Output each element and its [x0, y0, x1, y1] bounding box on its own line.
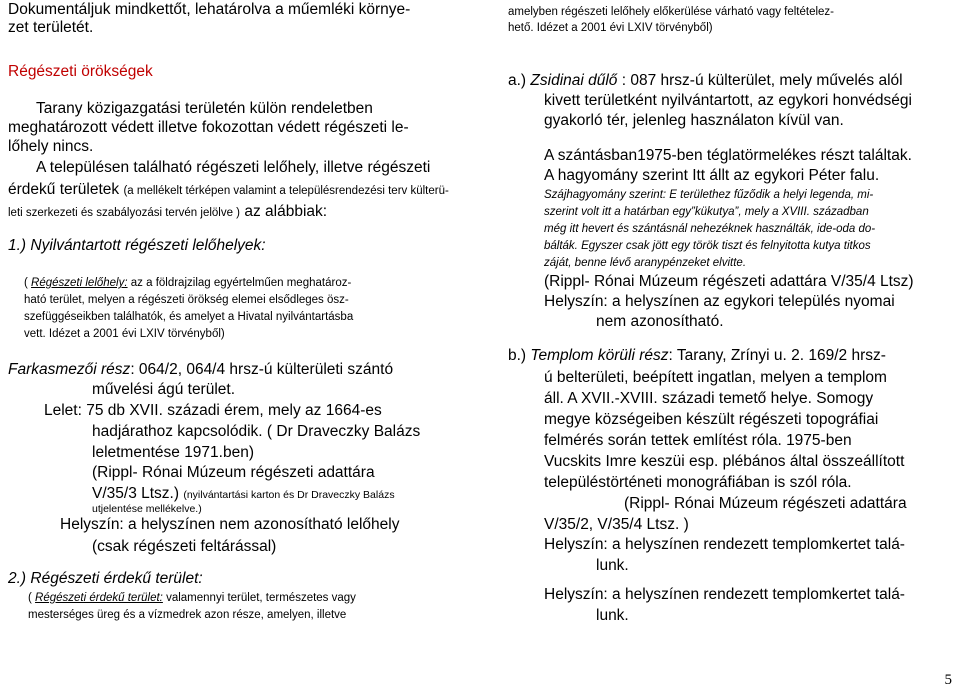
site-name: Farkasmezői rész: [8, 361, 131, 378]
def2-line: [28, 590, 356, 606]
loc-line: (csak régészeti feltárással): [92, 538, 277, 555]
item-a-line: A hagyomány szerint Itt állt az egykori Péter falu.: [544, 167, 880, 184]
find-line: hadjárathoz kapcsolódik. ( Dr Draveczky Balázs: [92, 423, 421, 440]
item-b-ref: V/35/2, V/35/4 Ltsz. ): [544, 516, 689, 533]
item-b-line: településtörténeti monográfiában is szól róla.: [544, 474, 852, 491]
para2-note: (a mellékelt térképen valamint a településrendezési terv külterü-: [123, 185, 449, 197]
item-b-desc: : Tarany, Zrínyi u. 2. 169/2 hrsz-: [668, 347, 886, 364]
item-b-marker: b.): [508, 347, 531, 364]
top-line: hető. Idézet a 2001 évi LXIV törvényből): [508, 22, 713, 34]
para2-line: [8, 202, 327, 222]
para2-line: A településen található régészeti lelőhely, illetve régészeti: [36, 159, 431, 176]
find-line: utjelentése mellékelve.): [92, 503, 202, 515]
item-b-line: Vucskits Imre keszüi esp. plébános által összeállított: [544, 453, 905, 470]
site-desc: : 064/2, 064/4 hrsz-ú külterületi szántó: [130, 361, 394, 378]
para2-text: érdekű területek: [8, 181, 120, 198]
para1-line: Tarany közigazgatási területén külön rendeletben: [36, 100, 373, 117]
def2-term: Régészeti érdekű terület:: [35, 592, 163, 604]
find-line: leletmentése 1971.ben): [92, 444, 255, 461]
item-b-name: Templom körüli rész: [530, 347, 669, 364]
section2-heading: 2.) Régészeti érdekű terület:: [8, 570, 203, 587]
item-b-line: ú belterületi, beépített ingatlan, melyen a templom: [544, 369, 887, 386]
tradition-line: bálták. Egyszer csak jött egy török tiszt és felnyitotta kutya titkos: [544, 240, 871, 252]
intro-line: Dokumentáljuk mindkettőt, lehatárolva a műemléki környe-: [8, 1, 411, 18]
para2-line: [8, 180, 449, 200]
para2-note: leti szerkezeti és szabályozási tervén jelölve ): [8, 207, 241, 219]
section1-heading: 1.) Nyilvántartott régészeti lelőhelyek:: [8, 237, 266, 254]
tradition-line: még itt hevert és szántásnál nehezéknek használták, ide-oda do-: [544, 223, 876, 235]
top-line: amelyben régészeti lelőhely előkerülése várható vagy feltételez-: [508, 6, 835, 18]
item-b-loc: lunk.: [596, 607, 629, 624]
item-a-line: A szántásban1975-ben téglatörmelékes részt találtak.: [544, 147, 912, 164]
heading-heritage: Régészeti örökségek: [8, 63, 153, 80]
tradition-line: záját, benne lévő aranypénzeket elvitte.: [544, 257, 747, 269]
para1-line: lőhely nincs.: [8, 138, 94, 155]
item-a-loc: nem azonosítható.: [596, 313, 724, 330]
def2-text: valamennyi terület, természetes vagy: [162, 592, 356, 604]
item-b-line: [508, 346, 886, 366]
item-a-loc: Helyszín: a helyszínen az egykori település nyomai: [544, 293, 895, 310]
def1-line: [24, 275, 351, 291]
item-b-ref: (Rippl- Rónai Múzeum régészeti adattára: [624, 495, 907, 512]
item-b-loc: Helyszín: a helyszínen rendezett templomkertet talá-: [544, 536, 905, 553]
def1-line: vett. Idézet a 2001 évi LXIV törvényből): [24, 328, 225, 340]
item-a-line: kivett területként nyilvántartott, az egykori honvédségi: [544, 92, 912, 109]
page-number: 5: [944, 672, 952, 688]
def2-line: mesterséges üreg és a vízmedrek azon része, amelyen, illetve: [28, 609, 347, 621]
find-line: [92, 484, 395, 504]
item-a-line: gyakorló tér, jelenleg használaton kívül van.: [544, 112, 844, 129]
item-b-line: megye községeiben készült régészeti topográfiai: [544, 411, 879, 428]
item-b-line: áll. A XVII.-XVIII. századi temető helye. Somogy: [544, 390, 874, 407]
tradition-line: szerint volt itt a határban egy”kükutya”, mely a XVIII. században: [544, 206, 869, 218]
site-line: [8, 360, 393, 380]
find-note: (nyilvántartási karton és Dr Draveczky Balázs: [183, 489, 395, 501]
find-line: (Rippl- Rónai Múzeum régészeti adattára: [92, 464, 375, 481]
item-a-marker: a.): [508, 72, 531, 89]
find-line: Lelet: 75 db XVII. századi érem, mely az 1664-es: [44, 402, 382, 419]
def2-open: (: [28, 592, 36, 604]
def1-text: az a földrajzilag egyértelműen meghatároz-: [127, 277, 352, 289]
item-a-name: Zsidinai dűlő: [530, 72, 618, 89]
item-b-line: felmérés során tettek említést róla. 1975-ben: [544, 432, 852, 449]
item-a-desc: : 087 hrsz-ú külterület, mely művelés alól: [617, 72, 903, 89]
tradition-line: Szájhagyomány szerint: E területhez fűződik a helyi legenda, mi-: [544, 189, 874, 201]
intro-line: zet területét.: [8, 19, 94, 36]
def1-line: szefüggéseikben találhatók, és amelyet a Hivatal nyilvántartásba: [24, 311, 354, 323]
item-a-line: [508, 71, 903, 91]
find-ref: V/35/3 Ltsz.): [92, 485, 180, 502]
def1-line: ható terület, melyen a régészeti örökség elemei elsődleges ösz-: [24, 294, 349, 306]
para1-line: meghatározott védett illetve fokozottan védett régészeti le-: [8, 119, 409, 136]
def1-open: (: [24, 277, 32, 289]
item-a-ref: (Rippl- Rónai Múzeum régészeti adattára V/35/4 Ltsz): [544, 273, 914, 290]
item-b-loc: lunk.: [596, 557, 629, 574]
item-b-loc: Helyszín: a helyszínen rendezett templomkertet talá-: [544, 586, 905, 603]
para2-text: az alábbiak:: [244, 203, 328, 220]
site-line: művelési ágú terület.: [92, 381, 236, 398]
def1-term: Régészeti lelőhely:: [31, 277, 128, 289]
loc-line: Helyszín: a helyszínen nem azonosítható lelőhely: [60, 516, 400, 533]
